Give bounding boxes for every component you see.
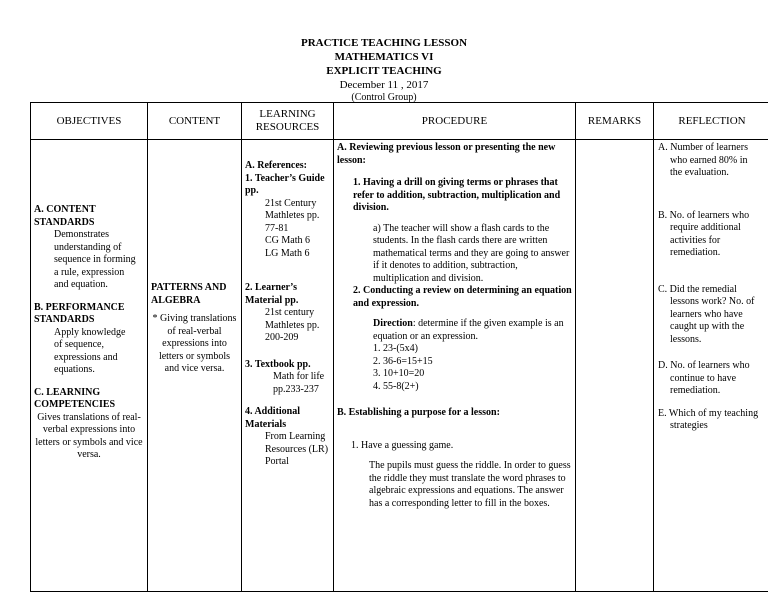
col-resources: LEARNING RESOURCES	[242, 103, 334, 140]
table-header-row	[31, 103, 768, 140]
reflection-c: C. Did the remedial lessons work? No. of learners who have caught up with the lessons.	[658, 283, 755, 345]
resource-3-text: Math for life pp.233-237	[273, 371, 325, 395]
reflection-b: B. No. of learners who require additional activities for remediation.	[658, 209, 750, 258]
objectives-cell	[31, 140, 148, 592]
col-content: CONTENT	[148, 103, 242, 140]
lesson-plan-table	[30, 102, 768, 592]
procedure-b-text: The pupils must guess the riddle. In order to guess the riddle they must translate the word phrases to algebraic expressions and equations. The answer has a corresponding letter to fill in the boxes.	[369, 460, 571, 509]
table-body-row	[31, 140, 768, 592]
remarks-cell	[576, 140, 654, 592]
procedure-a-title: A. Reviewing previous lesson or presenting the new lesson:	[337, 142, 556, 166]
col-remarks: REMARKS	[576, 103, 654, 140]
resource-3-title: 3. Textbook pp.	[245, 358, 311, 370]
example-4: 4. 55-8(2+)	[373, 380, 419, 392]
resource-2-title: 2. Learner’s Material pp.	[245, 282, 299, 306]
procedure-item1-text: a) The teacher will show a flash cards to the students. In the flash cards there are written mathematical terms and they are going to answer if it denotes to addition, subtraction, multiplication and division.	[373, 222, 570, 284]
reflection-a: A. Number of learners who earned 80% in the evaluation.	[658, 142, 748, 178]
procedure-b-title: B. Establishing a purpose for a lesson:	[337, 407, 500, 418]
doc-header	[0, 36, 768, 103]
resource-1-cg: CG Math 6	[265, 235, 310, 246]
col-reflection: REFLECTION	[654, 103, 768, 140]
content-text: * Giving translations of real-verbal expressions into letters or symbols and vice versa.	[152, 313, 237, 374]
resource-1-title: 1. Teacher’s Guide pp.	[245, 172, 325, 196]
content-title: PATTERNS AND ALGEBRA	[151, 282, 227, 306]
resource-1-text: 21st Century Mathletes pp. 77-81	[265, 197, 320, 234]
reflection-cell	[654, 140, 768, 592]
direction-text: : determine if the given example is an equation or an expression.	[373, 318, 564, 342]
resources-cell	[242, 140, 334, 592]
doc-method: EXPLICIT TEACHING	[326, 65, 442, 77]
resource-2-text: 21st century Mathletes pp. 200-209	[265, 307, 320, 343]
reflection-e: E. Which of my teaching strategies	[658, 407, 759, 431]
procedure-item1-title: 1. Having a drill on giving terms or phrases that refer to addition, subtraction, multiplication and division.	[353, 177, 561, 213]
objective-c-text: Gives translations of real-verbal expressions into letters or symbols and vice versa.	[35, 411, 143, 460]
doc-title: PRACTICE TEACHING LESSON	[300, 37, 468, 49]
doc-date: December 11 , 2017	[339, 79, 429, 91]
example-3: 3. 10+10=20	[373, 368, 425, 379]
objective-b-title: B. PERFORMANCE STANDARDS	[34, 301, 125, 325]
direction-label: Direction	[373, 318, 413, 329]
resource-1-lg: LG Math 6	[265, 247, 310, 259]
reflection-d: D. No. of learners who continue to have remediation.	[658, 360, 750, 396]
example-1: 1. 23-(5x4)	[373, 343, 418, 354]
objective-a-title: A. CONTENT STANDARDS	[34, 204, 96, 228]
objective-c-title: C. LEARNING COMPETENCIES	[34, 386, 116, 410]
doc-subject: MATHEMATICS VI	[334, 51, 434, 63]
resource-4-title: 4. Additional Materials	[245, 406, 301, 430]
doc-group: (Control Group)	[351, 92, 417, 103]
content-cell	[148, 140, 242, 592]
col-objectives: OBJECTIVES	[31, 103, 148, 140]
resource-4-text: From Learning Resources (LR) Portal	[265, 431, 329, 467]
objective-a-text: Demonstrates understanding of sequence in forming a rule, expression and equation.	[54, 229, 136, 290]
procedure-item2-title: 2. Conducting a review on determining an equation and expression.	[353, 285, 572, 309]
example-2: 2. 36-6=15+15	[373, 355, 433, 367]
resource-a-title: A. References:	[245, 160, 308, 171]
procedure-b-item: 1. Have a guessing game.	[351, 439, 454, 451]
col-procedure: PROCEDURE	[334, 103, 576, 140]
procedure-cell	[334, 140, 576, 592]
objective-b-text: Apply knowledge of sequence, expressions and equations.	[54, 326, 126, 375]
